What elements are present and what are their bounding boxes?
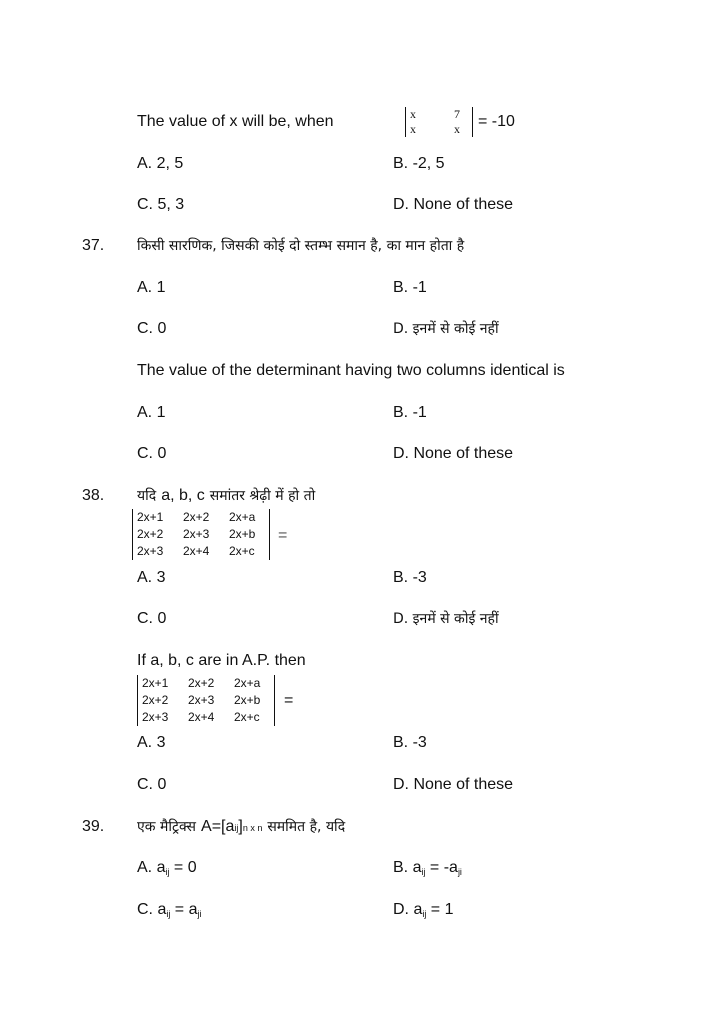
q39-prompt <box>137 817 345 837</box>
q38-english-option-b: B. -3 <box>393 734 427 751</box>
option-label: B. a <box>393 859 422 876</box>
det-cell: 2x+1 <box>137 510 164 524</box>
q38-hindi-option-a: A. 3 <box>137 569 166 586</box>
q38-hindi-determinant <box>132 509 270 560</box>
q39-bracket-close: ] <box>238 818 243 835</box>
det-cell: 2x+2 <box>142 693 169 707</box>
q37-english-option-a: A. 1 <box>137 404 166 421</box>
q36-prompt: The value of x will be, when <box>137 113 334 130</box>
option-rest: = 1 <box>426 901 454 918</box>
q36-option-c: C. 5, 3 <box>137 196 185 213</box>
q37-english-prompt: The value of the determinant having two columns identical is <box>137 362 565 379</box>
q37-english-option-b: B. -1 <box>393 404 427 421</box>
q36-option-a: A. 2, 5 <box>137 155 184 172</box>
q38-hindi-option-c: C. 0 <box>137 610 167 627</box>
det-cell: 2x+c <box>234 710 260 724</box>
det-cell: 2x+3 <box>137 544 164 558</box>
q37-english-option-c: C. 0 <box>137 445 167 462</box>
option-label: A. a <box>137 859 166 876</box>
det-cell: 2x+3 <box>183 527 210 541</box>
q38-english-prompt: If a, b, c are in A.P. then <box>137 652 306 669</box>
q36-option-d: D. None of these <box>393 196 514 213</box>
option-sub: ij <box>166 909 171 919</box>
option-sub: ji <box>457 867 462 877</box>
q37-hindi-option-b: B. -1 <box>393 279 427 296</box>
det-cell: x <box>454 122 460 136</box>
det-cell: 2x+1 <box>142 676 169 690</box>
det-cell: 2x+b <box>229 527 256 541</box>
option-rest: = 0 <box>169 859 197 876</box>
det-cell: 2x+2 <box>188 676 215 690</box>
q38-hindi-equals: = <box>278 527 288 544</box>
option-label: D. a <box>393 901 423 918</box>
option-label: C. a <box>137 901 167 918</box>
det-cell: 2x+3 <box>142 710 169 724</box>
det-cell: 2x+c <box>229 544 255 558</box>
option-rest: = a <box>170 901 198 918</box>
det-cell: 2x+4 <box>188 710 215 724</box>
option-sub: ji <box>197 909 202 919</box>
det-cell: 7 <box>454 107 460 121</box>
q39-number: 39. <box>82 818 105 835</box>
det-right-bar <box>274 675 275 726</box>
q38-hindi-prompt <box>137 486 315 506</box>
det-cell: x <box>410 107 416 121</box>
q39-sub-ij: ij <box>234 823 239 833</box>
q36-option-b: B. -2, 5 <box>393 155 445 172</box>
q38-hindi-option-b: B. -3 <box>393 569 427 586</box>
det-cell: 2x+b <box>234 693 261 707</box>
q38-hindi-option-d: D. इनमें से कोई नहीं <box>393 611 499 627</box>
q39-option-c <box>137 900 201 924</box>
q39-sub-nxn: n x n <box>242 823 263 833</box>
q38-english-equals: = <box>284 692 294 709</box>
det-cell: 2x+2 <box>137 527 164 541</box>
q38-hindi-suffix: समांतर श्रेढ़ी में हो तो <box>209 488 316 504</box>
det-cell: 2x+3 <box>188 693 215 707</box>
q39-option-a <box>137 858 197 882</box>
q39-matrix-expr: A=[a <box>201 818 235 835</box>
q38-hindi-prefix: यदि <box>137 488 157 504</box>
q39-hindi-prefix: एक मैट्रिक्स <box>137 819 197 835</box>
q38-hindi-vars: a, b, c <box>161 487 205 504</box>
q38-english-option-c: C. 0 <box>137 776 167 793</box>
option-sub: ij <box>422 909 427 919</box>
det-cell: 2x+2 <box>183 510 210 524</box>
det-cell: 2x+4 <box>183 544 210 558</box>
q36-determinant <box>405 107 473 137</box>
q37-hindi-prompt: किसी सारणिक, जिसकी कोई दो स्तम्भ समान है, का मान होता है <box>137 238 465 254</box>
option-sub: ij <box>165 867 170 877</box>
q39-option-b <box>393 858 462 882</box>
q37-hindi-option-c: C. 0 <box>137 320 167 337</box>
det-right-bar <box>269 509 270 560</box>
q38-english-determinant <box>137 675 275 726</box>
q38-english-option-a: A. 3 <box>137 734 166 751</box>
q39-hindi-suffix: सममित है, यदि <box>267 819 346 835</box>
option-rest: = -a <box>425 859 458 876</box>
q36-result: = -10 <box>478 113 515 130</box>
det-cell: 2x+a <box>229 510 256 524</box>
q37-hindi-option-d: D. इनमें से कोई नहीं <box>393 321 499 337</box>
option-sub: ij <box>421 867 426 877</box>
q39-option-d <box>393 900 453 924</box>
det-cell: x <box>410 122 416 136</box>
q37-english-option-d: D. None of these <box>393 445 514 462</box>
q38-english-option-d: D. None of these <box>393 776 514 793</box>
det-cell: 2x+a <box>234 676 261 690</box>
q37-hindi-option-a: A. 1 <box>137 279 166 296</box>
q37-number: 37. <box>82 237 105 254</box>
det-right-bar <box>472 107 473 137</box>
q38-number: 38. <box>82 487 105 504</box>
